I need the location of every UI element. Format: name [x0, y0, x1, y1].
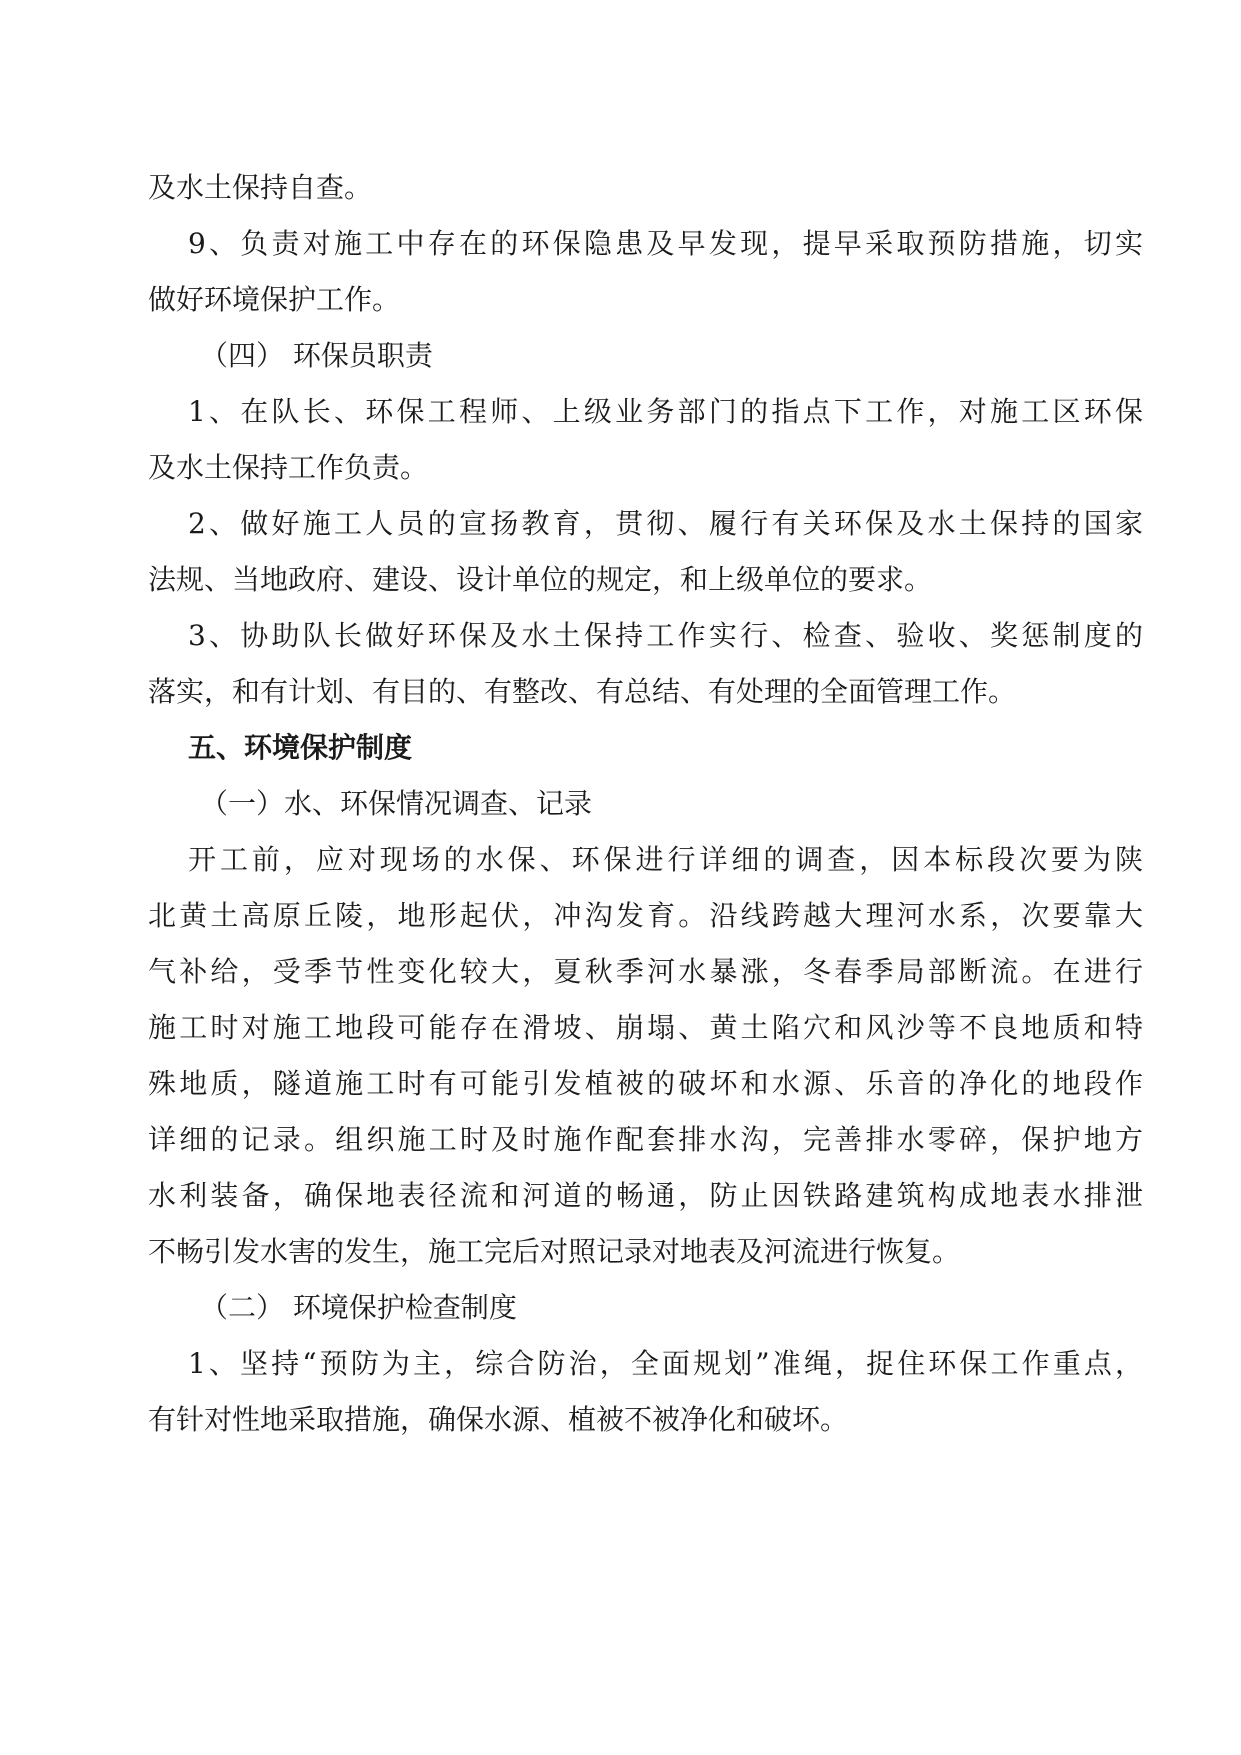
- paragraph-line: 1、坚持“预防为主，综合防治，全面规划”准绳，捉住环保工作重点，: [188, 1347, 1143, 1380]
- section-heading: （二） 环境保护检查制度: [200, 1291, 517, 1324]
- paragraph-line: 做好环境保护工作。: [148, 283, 401, 316]
- paragraph-line: 2、做好施工人员的宣扬教育，贯彻、履行有关环保及水土保持的国家: [188, 507, 1143, 540]
- paragraph-line: 1、在队长、环保工程师、上级业务部门的指点下工作，对施工区环保: [188, 395, 1143, 428]
- paragraph-line: 3、协助队长做好环保及水土保持工作实行、检查、验收、奖惩制度的: [188, 619, 1143, 652]
- paragraph-line: 及水土保持工作负责。: [148, 451, 429, 484]
- chapter-heading: 五、环境保护制度: [188, 731, 413, 764]
- paragraph-line: 法规、当地政府、建设、设计单位的规定，和上级单位的要求。: [148, 563, 933, 596]
- paragraph-line: 有针对性地采取措施，确保水源、植被不被净化和破坏。: [148, 1403, 849, 1436]
- paragraph-line: 殊地质，隧道施工时有可能引发植被的破坏和水源、乐音的净化的地段作: [148, 1067, 1143, 1100]
- paragraph-line: 不畅引发水害的发生，施工完后对照记录对地表及河流进行恢复。: [148, 1235, 961, 1268]
- section-heading: （一）水、环保情况调查、记录: [200, 787, 593, 820]
- paragraph-line: 落实，和有计划、有目的、有整改、有总结、有处理的全面管理工作。: [148, 675, 1017, 708]
- paragraph-line: 9、负责对施工中存在的环保隐患及早发现，提早采取预防措施，切实: [188, 227, 1143, 260]
- paragraph-line: 北黄土高原丘陵，地形起伏，冲沟发育。沿线跨越大理河水系，次要靠大: [148, 899, 1143, 932]
- paragraph-line: 施工时对施工地段可能存在滑坡、崩塌、黄土陷穴和风沙等不良地质和特: [148, 1011, 1143, 1044]
- paragraph-line: 详细的记录。组织施工时及时施作配套排水沟，完善排水零碎，保护地方: [148, 1123, 1143, 1156]
- paragraph-line: 开工前，应对现场的水保、环保进行详细的调查，因本标段次要为陕: [188, 843, 1143, 876]
- section-heading: （四） 环保员职责: [200, 339, 433, 372]
- paragraph-line: 气补给，受季节性变化较大，夏秋季河水暴涨，冬春季局部断流。在进行: [148, 955, 1143, 988]
- paragraph-line: 水利装备，确保地表径流和河道的畅通，防止因铁路建筑构成地表水排泄: [148, 1179, 1143, 1212]
- paragraph-line: 及水土保持自查。: [148, 171, 373, 204]
